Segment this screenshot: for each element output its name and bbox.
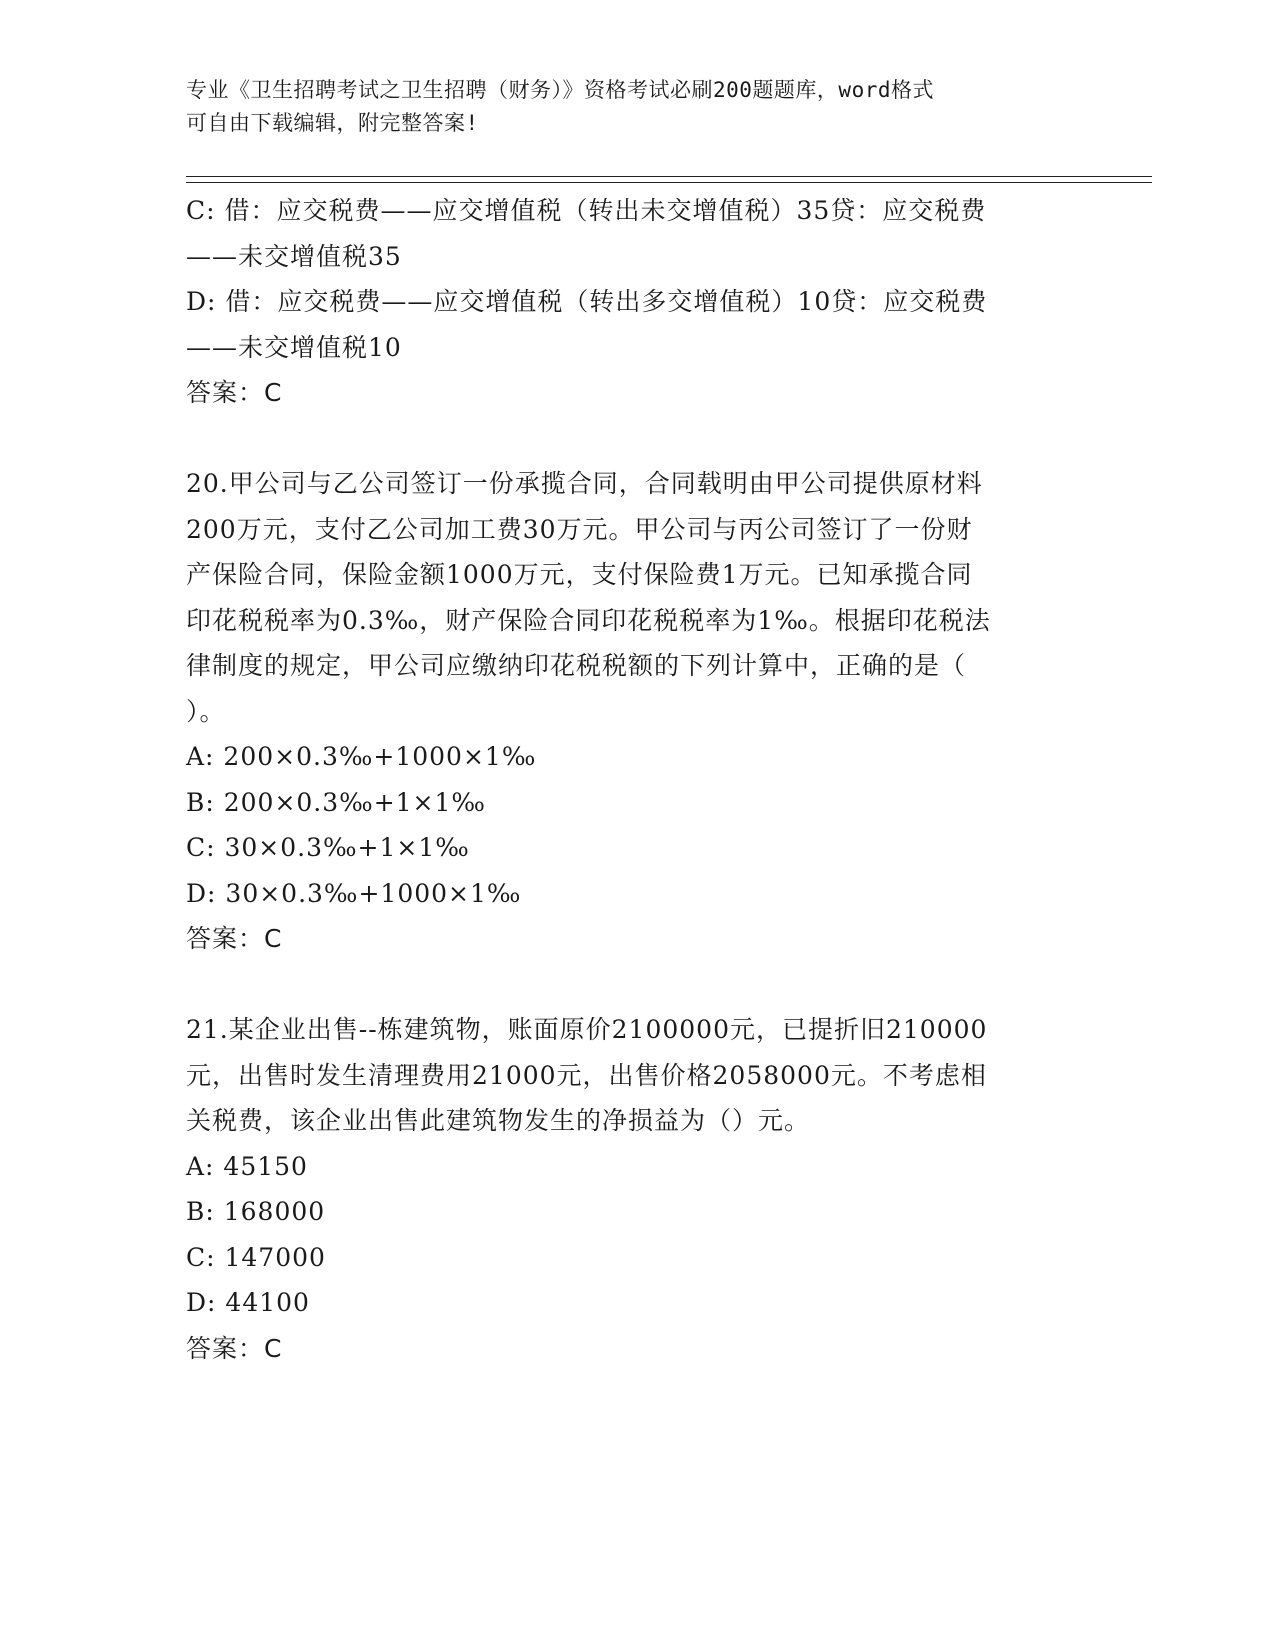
option-d-line-1: D: 借：应交税费——应交增值税（转出多交增值税）10贷：应交税费 bbox=[186, 287, 988, 316]
previous-question-tail bbox=[186, 188, 1086, 416]
document-header bbox=[186, 74, 1066, 140]
question-stem-line: 印花税税率为0.3‰，财产保险合同印花税税率为1‰。根据印花税法 bbox=[186, 605, 991, 635]
answer-label: 答案：C bbox=[186, 924, 283, 953]
option-d: D: 30×0.3‰+1000×1‰ bbox=[186, 878, 522, 908]
spacer bbox=[186, 962, 1086, 1008]
option-c-line-2: ——未交增值税35 bbox=[186, 241, 402, 271]
question-stem-line: 元，出售时发生清理费用21000元，出售价格2058000元。不考虑相 bbox=[186, 1060, 987, 1090]
header-divider-bottom bbox=[186, 182, 1152, 183]
spacer bbox=[186, 416, 1086, 462]
option-b: B: 168000 bbox=[186, 1197, 326, 1226]
answer-label: 答案：C bbox=[186, 1333, 283, 1363]
option-d-line-2: ——未交增值税10 bbox=[186, 332, 402, 362]
option-a: A: 200×0.3‰+1000×1‰ bbox=[186, 742, 537, 771]
question-stem-line: ）。 bbox=[186, 696, 226, 726]
option-b: B: 200×0.3‰+1×1‰ bbox=[186, 787, 486, 817]
option-a: A: 45150 bbox=[186, 1151, 308, 1181]
document-body bbox=[186, 188, 1086, 1371]
option-c-line-1: C: 借：应交税费——应交增值税（转出未交增值税）35贷：应交税费 bbox=[186, 196, 987, 225]
option-d: D: 44100 bbox=[186, 1288, 310, 1317]
question-20 bbox=[186, 461, 1086, 962]
question-stem-line: 21.某企业出售--栋建筑物，账面原价2100000元，已提折旧210000 bbox=[186, 1015, 988, 1044]
header-title-line-1: 专业《卫生招聘考试之卫生招聘（财务）》资格考试必刷200题题库，word格式 bbox=[186, 78, 934, 102]
question-stem-line: 产保险合同，保险金额1000万元，支付保险费1万元。已知承揽合同 bbox=[186, 560, 973, 589]
answer-label: 答案：C bbox=[186, 378, 283, 407]
option-c: C: 147000 bbox=[186, 1242, 326, 1272]
question-stem-line: 20.甲公司与乙公司签订一份承揽合同，合同载明由甲公司提供原材料 bbox=[186, 469, 983, 498]
question-stem-line: 律制度的规定，甲公司应缴纳印花税税额的下列计算中，正确的是（ bbox=[186, 651, 967, 680]
question-stem-line: 200万元，支付乙公司加工费30万元。甲公司与丙公司签订了一份财 bbox=[186, 514, 973, 544]
option-c: C: 30×0.3‰+1×1‰ bbox=[186, 833, 470, 862]
header-title-line-2: 可自由下载编辑，附完整答案! bbox=[186, 111, 479, 135]
header-divider-top bbox=[186, 176, 1152, 177]
question-stem-line: 关税费，该企业出售此建筑物发生的净损益为（）元。 bbox=[186, 1106, 811, 1135]
question-21 bbox=[186, 1007, 1086, 1371]
